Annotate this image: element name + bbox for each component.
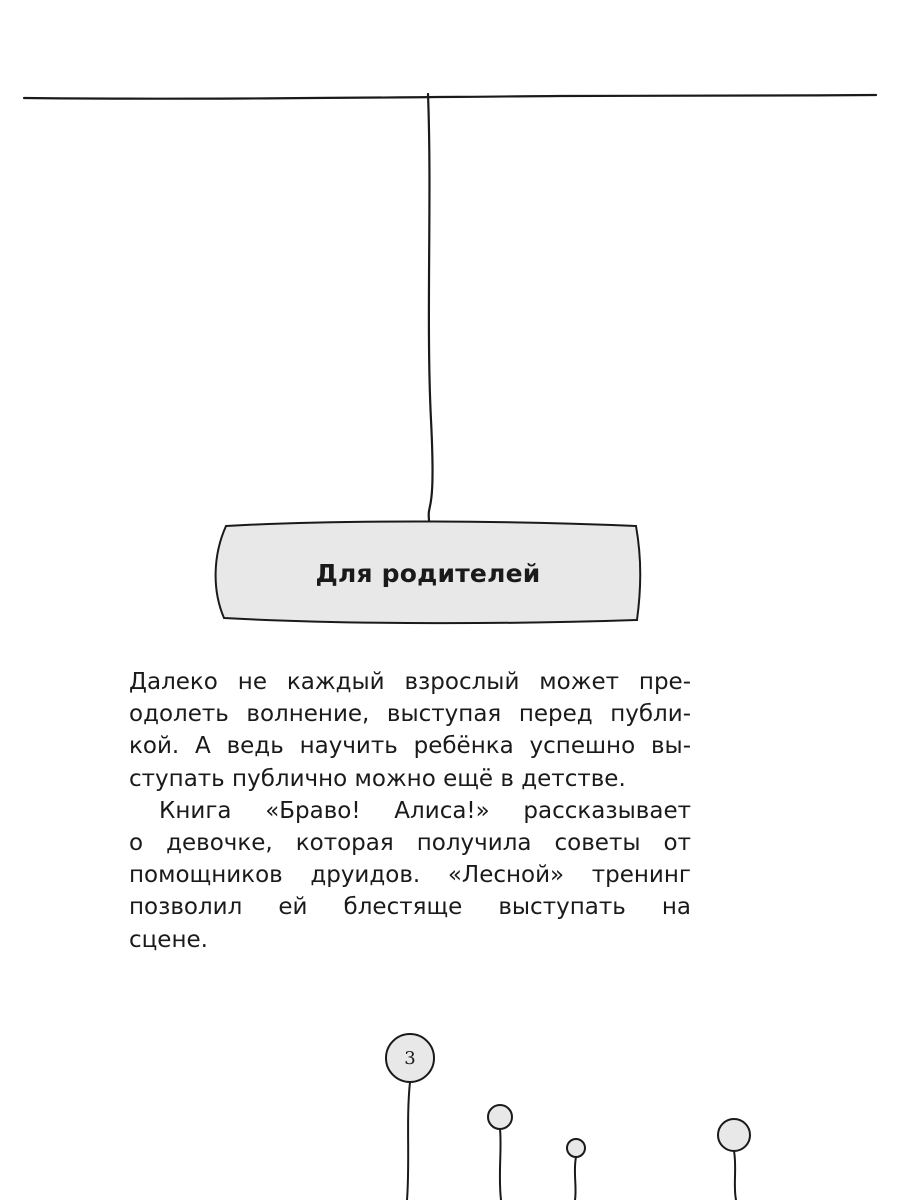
text-line: сцене. bbox=[129, 926, 208, 953]
balloon-small-2 bbox=[567, 1139, 585, 1157]
paragraph-2 bbox=[129, 795, 691, 956]
balloon-small-3-string bbox=[734, 1151, 736, 1200]
balloon-small-3 bbox=[718, 1119, 750, 1151]
balloon-small-2-string bbox=[575, 1157, 576, 1200]
text-line: ступать публично можно ещё в детстве. bbox=[129, 765, 626, 792]
text-line: позволил ей блестяще выступать на bbox=[129, 894, 691, 921]
hanging-string bbox=[428, 94, 433, 520]
paragraph-1 bbox=[129, 666, 691, 795]
body-text bbox=[129, 666, 691, 956]
balloon-small-1-string bbox=[500, 1129, 501, 1200]
text-line: Далеко не каждый взрослый может пре- bbox=[129, 669, 691, 695]
text-line: одолеть волнение, выступая перед публи- bbox=[129, 701, 691, 728]
page-number: 3 bbox=[404, 1047, 416, 1069]
text-line: Книга «Браво! Алиса!» рассказывает bbox=[159, 797, 691, 824]
balloon-small-1 bbox=[488, 1105, 512, 1129]
page-number-balloon-string bbox=[407, 1082, 410, 1200]
text-line: кой. А ведь научить ребёнка успешно вы- bbox=[129, 733, 691, 760]
text-line: помощников друидов. «Лесной» тренинг bbox=[129, 862, 691, 889]
section-heading: Для родителей bbox=[315, 558, 541, 588]
top-line bbox=[24, 95, 876, 99]
text-line: о девочке, которая получила советы от bbox=[129, 830, 691, 857]
